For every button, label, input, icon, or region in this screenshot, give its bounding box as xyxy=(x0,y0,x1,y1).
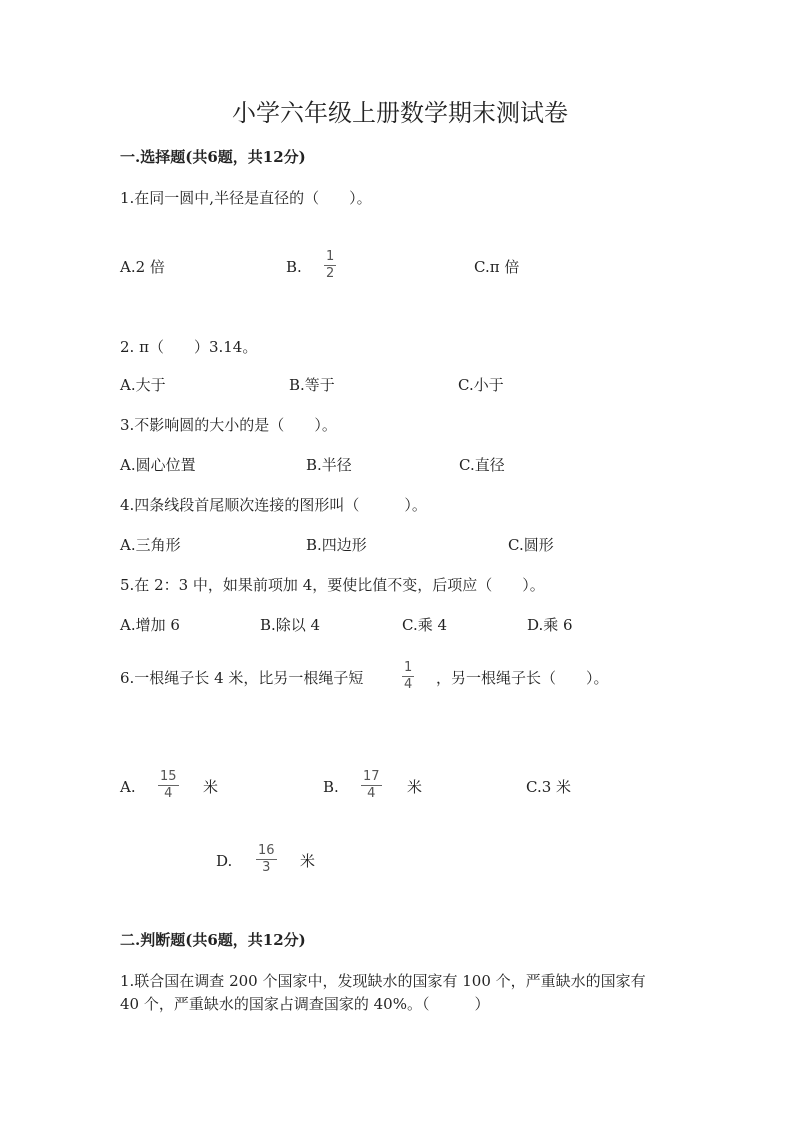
q1-option-b-fraction xyxy=(324,250,336,281)
fraction-denominator: 4 xyxy=(164,786,173,801)
q3-option-c: C.直径 xyxy=(459,456,505,474)
q4-option-a: A.三角形 xyxy=(120,536,181,554)
fraction-denominator: 4 xyxy=(367,786,376,801)
q6-option-b-label: B. xyxy=(323,778,339,796)
question-2-text: 2. π（ ）3.14。 xyxy=(120,338,258,356)
question-1-text: 1.在同一圆中,半径是直径的（ ）。 xyxy=(120,189,372,207)
question-5-text: 5.在 2：3 中，如果前项加 4，要使比值不变，后项应（ ）。 xyxy=(120,576,545,594)
q5-option-c: C.乘 4 xyxy=(402,616,448,634)
q6-option-d-fraction xyxy=(256,844,277,875)
q6-option-a-unit: 米 xyxy=(203,778,219,796)
question-6-text-end: ，另一根绳子长（ ）。 xyxy=(436,669,609,687)
q2-option-b: B.等于 xyxy=(289,376,335,394)
section-heading-choice: 一.选择题(共6题，共12分) xyxy=(120,148,306,166)
fraction-denominator: 3 xyxy=(262,860,271,875)
q3-option-a: A.圆心位置 xyxy=(120,456,196,474)
q5-option-b: B.除以 4 xyxy=(260,616,321,634)
q1-option-c: C.π 倍 xyxy=(474,258,520,276)
q4-option-c: C.圆形 xyxy=(508,536,554,554)
q6-option-c: C.3 米 xyxy=(526,778,572,796)
page-title: 小学六年级上册数学期末测试卷 xyxy=(232,99,568,127)
q1-option-b-label: B. xyxy=(286,258,302,276)
q5-option-d: D.乘 6 xyxy=(527,616,573,634)
judgement-1-line-2: 40 个，严重缺水的国家占调查国家的 40%。（ ） xyxy=(120,995,490,1013)
fraction-numerator: 15 xyxy=(160,769,177,784)
question-6-text-start: 6.一根绳子长 4 米，比另一根绳子短 xyxy=(120,669,364,687)
question-3-text: 3.不影响圆的大小的是（ ）。 xyxy=(120,416,337,434)
section-heading-judgement: 二.判断题(共6题，共12分) xyxy=(120,931,306,949)
fraction-denominator: 4 xyxy=(404,677,413,692)
q2-option-c: C.小于 xyxy=(458,376,504,394)
q2-option-a: A.大于 xyxy=(120,376,166,394)
q6-option-d-unit: 米 xyxy=(300,852,316,870)
fraction-numerator: 1 xyxy=(404,660,413,675)
q5-option-a: A.增加 6 xyxy=(120,616,180,634)
q4-option-b: B.四边形 xyxy=(306,536,367,554)
judgement-1-line-1: 1.联合国在调查 200 个国家中，发现缺水的国家有 100 个，严重缺水的国家有 xyxy=(120,972,646,990)
fraction-denominator: 2 xyxy=(326,266,335,281)
q1-option-a: A.2 倍 xyxy=(120,258,165,276)
q6-option-a-fraction xyxy=(158,770,179,801)
question-4-text: 4.四条线段首尾顺次连接的图形叫（ ）。 xyxy=(120,496,427,514)
q6-option-d-label: D. xyxy=(216,852,233,870)
q6-option-b-unit: 米 xyxy=(407,778,423,796)
q6-option-b-fraction xyxy=(361,770,382,801)
q6-fraction xyxy=(402,661,414,692)
q6-option-a-label: A. xyxy=(120,778,136,796)
q3-option-b: B.半径 xyxy=(306,456,352,474)
fraction-numerator: 16 xyxy=(258,843,275,858)
fraction-numerator: 1 xyxy=(326,249,335,264)
fraction-numerator: 17 xyxy=(363,769,380,784)
